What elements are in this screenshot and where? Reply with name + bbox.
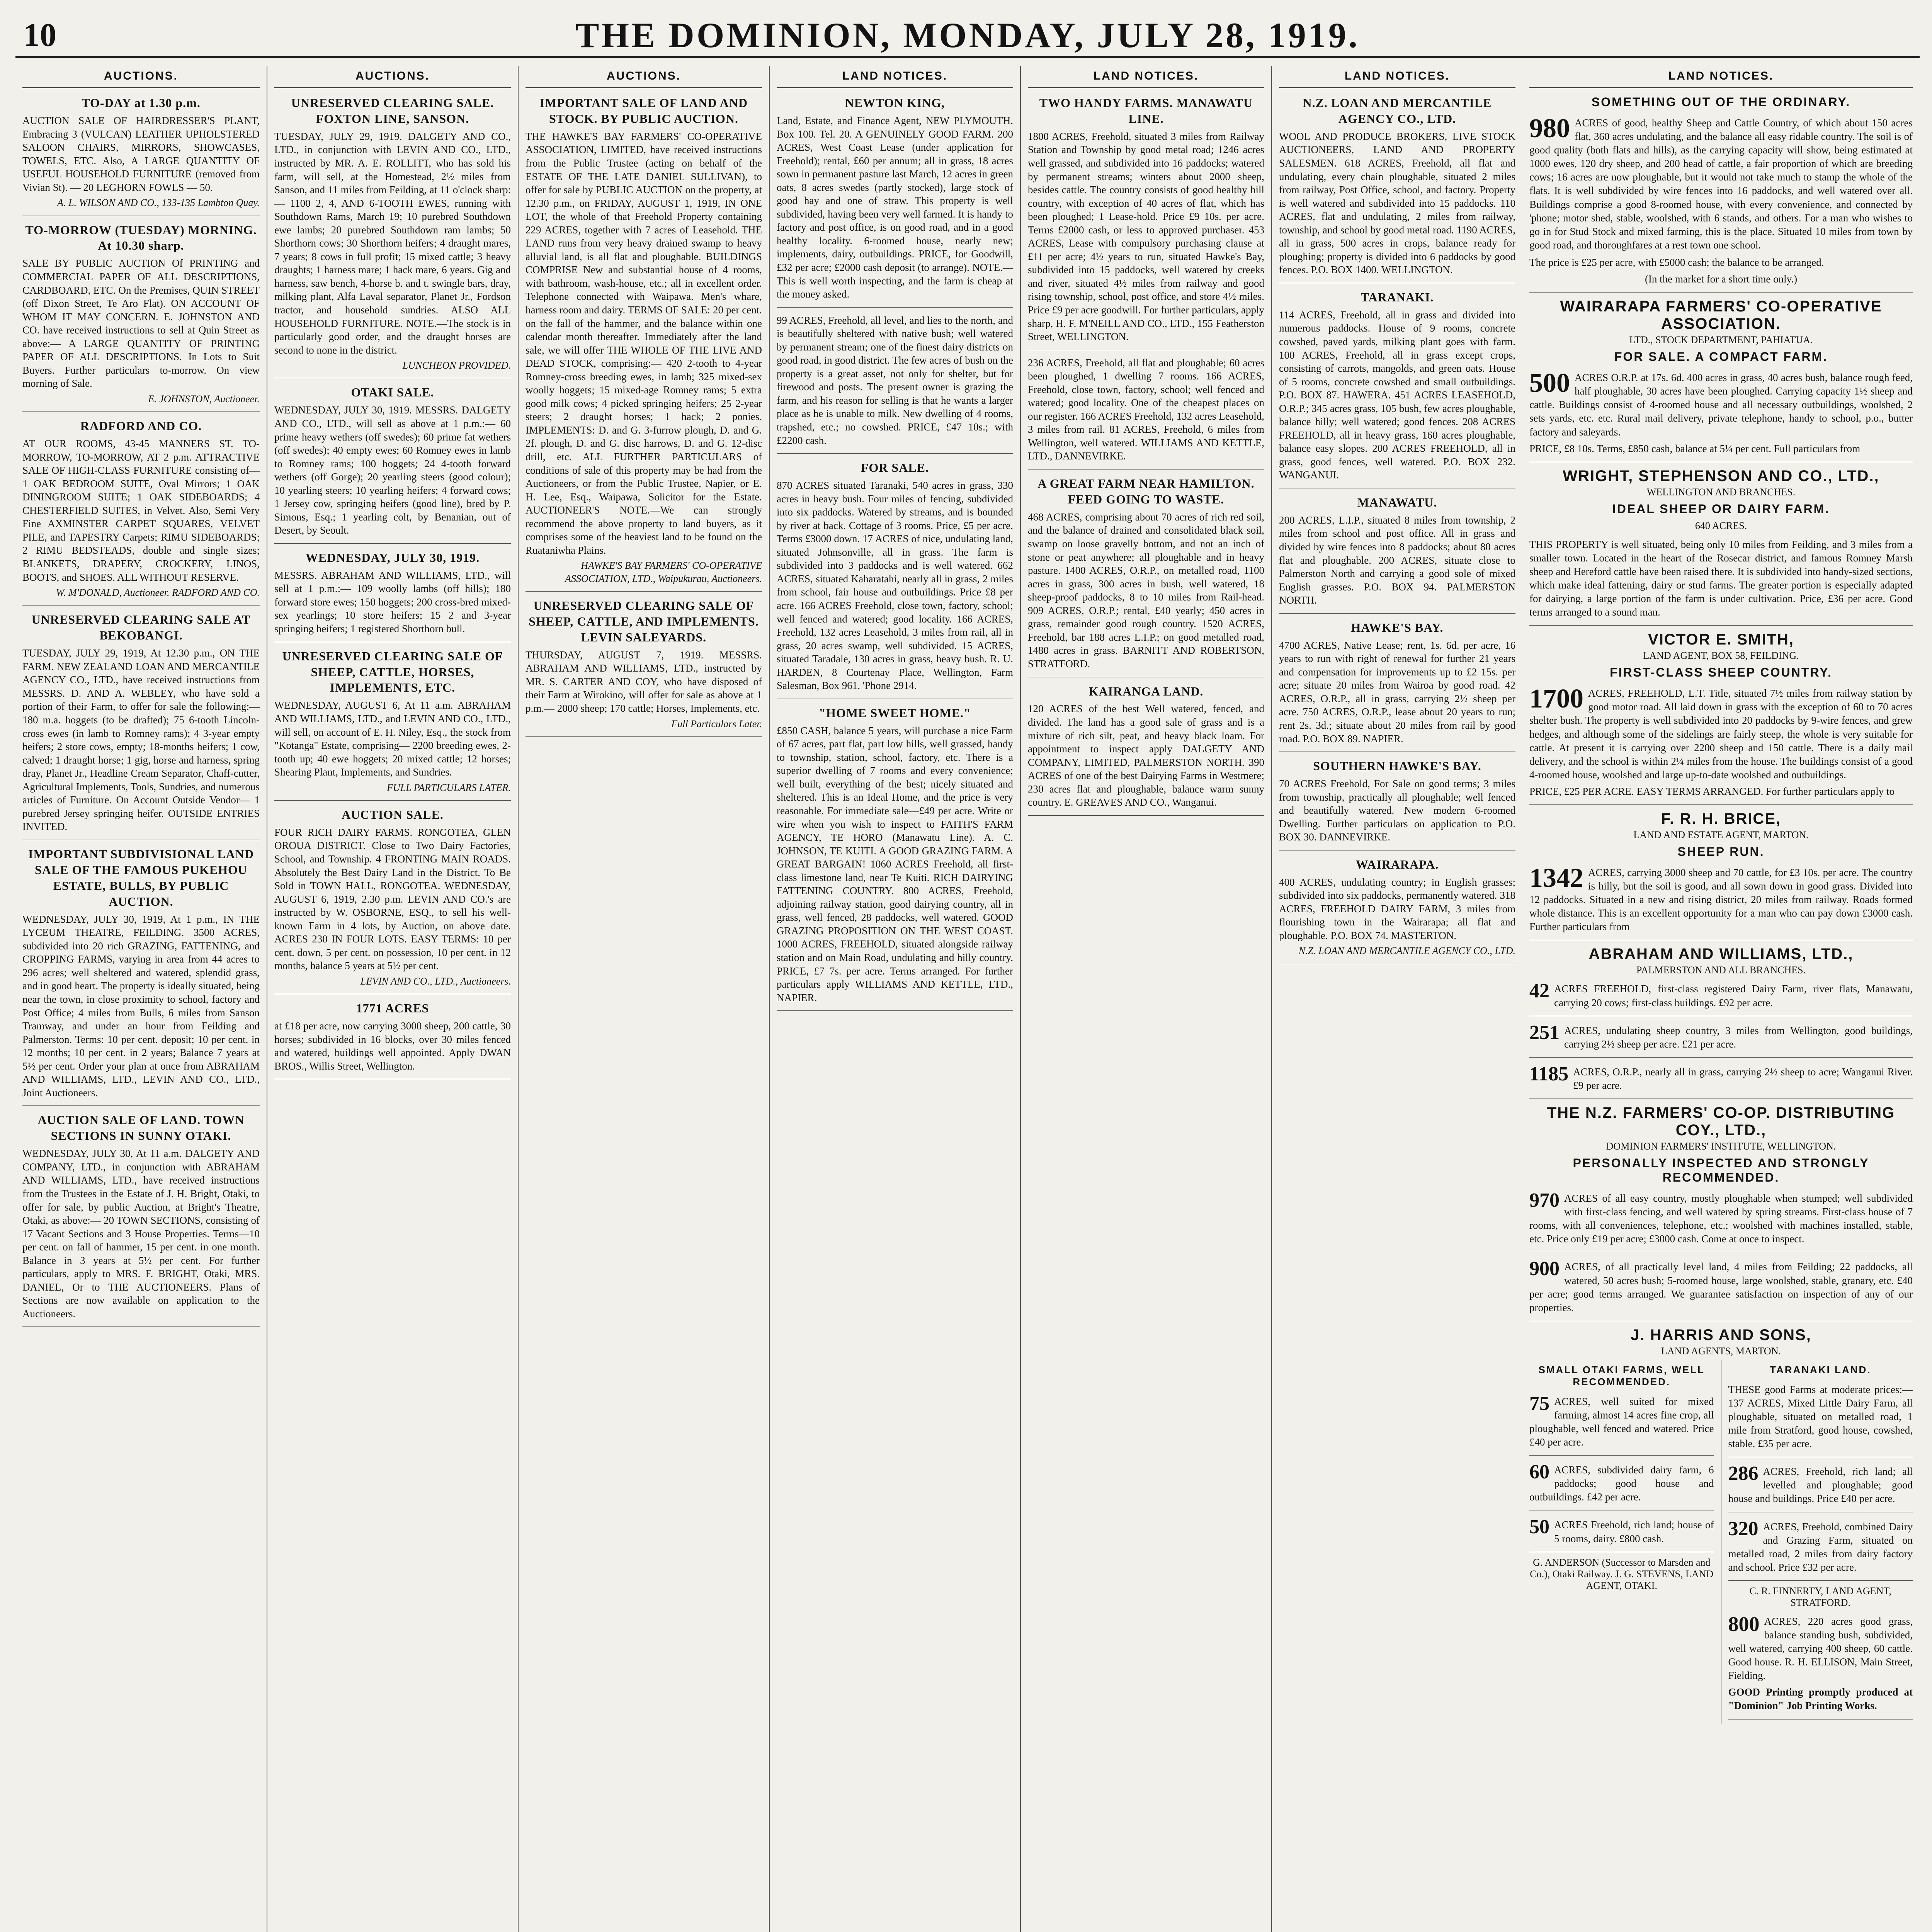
listing-body: ACRES of all easy country, mostly ploughable when stumped; well subdivided with first-class fencing, and well watered by spring streams. First-class house of 7 rooms, with all conveniences, telephone, etc.; woolshed with machines installed, stable, etc. Price only £19 per acre; £3000 cash. Come at once to inspect. [1529, 1192, 1913, 1245]
advertisement [274, 1000, 511, 1079]
agent-name: ABRAHAM AND WILLIAMS, LTD., [1588, 946, 1854, 963]
advertisement [22, 418, 260, 605]
ad-headline: UNRESERVED CLEARING SALE AT BEKOBANGI. [31, 612, 251, 643]
masthead [15, 12, 1920, 58]
advertisement [1279, 495, 1515, 614]
advertisement [274, 384, 511, 543]
ad-body: ACRES of good, healthy Sheep and Cattle Country, of which about 150 acres flat, 360 acres undulating, and the balance all easy ridable country. The soil is of good quality (both flats and hills), as the carrying capacity will show, being estimated at 1000 ewes, 120 dry sheep, and 200 head of cattle, a fair proportion of which are breeding cows; 16 acres are now ploughable, but it would not take much to stamp the whole of the flats. It is well subdivided by wire fences into 16 paddocks, and well watered over all. Buildings comprise a good 8-roomed house, with every convenience, and connected by 'phone; motor shed, stable, woolshed, with 6 stands, and others. For a man who wishes to go in for Stud Stock and mixed farming, this is the place. Situated 10 miles from town by good road, and thoroughfares at a rest town one school. [1529, 117, 1913, 251]
ad-headline: HAWKE'S BAY. [1351, 620, 1444, 634]
ad-headline: "HOME SWEET HOME." [819, 706, 971, 720]
ad-body: ACRES O.R.P. at 17s. 6d. 400 acres in grass, 40 acres bush, balance rough feed, half ploughable, 30 acres have been ploughed. Carrying capacity 1½ sheep and cattle. Buildings consist of 4-roomed house and all necessary outbuildings, woolshed, 2 sets yards, etc. etc. Rural mail delivery, private telephone, handy to school, p.o., butter factory and saleyards. [1529, 372, 1913, 438]
acreage-figure: 286 [1728, 1463, 1759, 1485]
ad-signature: LUNCHEON PROVIDED. [402, 360, 511, 371]
listing [1728, 1517, 1913, 1581]
acreage-figure: 800 [1728, 1612, 1760, 1636]
acreage-figure: 75 [1529, 1392, 1549, 1415]
ad-signature: Full Particulars Later. [671, 718, 762, 730]
advertisement [1279, 289, 1515, 488]
listing-body: ACRES, O.R.P., nearly all in grass, carrying 2½ sheep to acre; Wanganui River. £9 per acre. [1573, 1066, 1913, 1091]
ad-headline: IMPORTANT SUBDIVISIONAL LAND SALE OF THE FAMOUS PUKEHOU ESTATE, BULLS, BY PUBLIC AUCTION. [28, 847, 254, 908]
ad-headline: TO-MORROW (TUESDAY) MORNING. At 10.30 sharp. [25, 223, 257, 253]
personal-headline: PERSONALLY INSPECTED AND STRONGLY RECOMMENDED. [1573, 1156, 1869, 1185]
acreage-figure: 1185 [1529, 1063, 1569, 1085]
ad-body: £850 CASH, balance 5 years, will purchase a nice Farm of 67 acres, part flat, part low hills, well grassed, handy to township, station, school, factory, etc. There is a superior dwelling of 7 rooms and every convenience; well built, everything of the best; nicely situated and sheltered. This is an Ideal Home, and the price is very reasonable. For immediate sale—£49 per acre. Write or wire when you wish to inspect to FAITH'S FARM AGENCY, TE HORO (Manawatu Line). A. C. JOHNSON, TE KUITI. A GOOD GRAZING FARM. A GREAT BARGAIN! 1060 ACRES Freehold, all first-class limestone land, near Te Kuiti. RICH DAIRYING FATTENING COUNTRY. 800 ACRES, Freehold, adjoining railway station, good dairying country, all in grass, well fenced, 28 paddocks, well watered. GOOD GRAZING PROPOSITION ON THE WEST COAST. 1000 ACRES, FREEHOLD, situated alongside railway station and on Main Road, undulating and hilly country. PRICE, £7 7s. per acre. Terms arranged. For further particulars apply WILLIAMS AND KETTLE, LTD., NAPIER. [777, 724, 1013, 1003]
ad-body: AT OUR ROOMS, 43-45 MANNERS ST. TO-MORROW, TO-MORROW, AT 2 p.m. ATTRACTIVE SALE OF HIGH-CLASS FURNITURE consisting of— 1 OAK BEDROOM SUITE, Oval Mirrors; 1 OAK DININGROOM SUITE; 1 OAK SIDEBOARDS; 4 CHESTERFIELD SUITES, in Velvet. Also, Semi Very Fine AXMINSTER CARPET SQUARES, VELVET PILE, and TAPESTRY Carpets; RIMU SIDEBOARDS; 2 RIMU BEDSTEADS, double and single sizes; BLANKETS, DRAPERY, CROCKERY, LINOS, BOOTS, and SHOES. ALL WITHOUT RESERVE. [22, 438, 260, 583]
listing-body: ACRES Freehold, rich land; house of 5 rooms, dairy. £800 cash. [1554, 1519, 1714, 1544]
listing [1529, 1189, 1913, 1252]
agent-address: DOMINION FARMERS' INSTITUTE, WELLINGTON. [1606, 1141, 1836, 1152]
feature-headline: SOMETHING OUT OF THE ORDINARY. [1591, 95, 1851, 109]
advertisement [274, 648, 511, 801]
listing-body: ACRES, well suited for mixed farming, almost 14 acres fine crop, all ploughable, well fenced and watered. Price £40 per acre. [1529, 1395, 1714, 1448]
listing-body: ACRES, Freehold, rich land; all levelled and ploughable; good house and buildings. Price £40 per acre. [1728, 1466, 1913, 1505]
column-heading: AUCTIONS. [22, 66, 260, 88]
advertisement [22, 95, 260, 216]
ad-headline: A GREAT FARM NEAR HAMILTON. FEED GOING TO WASTE. [1037, 476, 1255, 506]
taranaki-listings [1721, 1360, 1913, 1724]
ad-price: PRICE, £8 10s. Terms, £850 cash, balance at 5¼ per cent. Full particulars from [1529, 442, 1861, 454]
acreage-figure: 42 [1529, 980, 1549, 1002]
newspaper-page [15, 12, 1920, 1932]
ad-body: 870 ACRES situated Taranaki, 540 acres in grass, 330 acres in heavy bush. Four miles of fencing, subdivided into six paddocks. Watered by streams, and is bounded by river at back. Cottage of 3 rooms. Price, £5 per acre. Terms £3000 down. 17 ACRES of nice, undulating land, situated Johnsonville, all in grass. The farm is subdivided into 3 paddocks and is well watered. 662 ACRES, situated Kaharatahi, nearly all in grass, 2 miles from school, fair house and outbuildings. Price £8 per acre. 166 ACRES Freehold, close town, factory, school; well fenced and watered; good locality. 166 ACRES, Freehold, 132 acres Leasehold, 3 miles from rail, all in grass, 20 acres swamp, well subdivided. 15 ACRES, situated Taradale, 130 acres in grass, heavy bush. R. U. HARDEN, 8 Courtenay Place, Wellington, Farm Salesman, Box 961. 'Phone 2914. [777, 480, 1013, 692]
listing-body: ACRES, undulating sheep country, 3 miles from Wellington, good buildings, carrying 2½ sheep per acre. £21 per acre. [1564, 1024, 1913, 1050]
ad-signature: E. JOHNSTON, Auctioneer. [148, 393, 260, 405]
ad-headline: WAIRARAPA. [1355, 857, 1439, 871]
listing [1529, 979, 1913, 1016]
ad-body: ACRES, 220 acres good grass, balance standing bush, subdivided, well watered, carrying 400 sheep, 60 cattle. Good house. R. H. ELLISON, Main Street, Fielding. [1728, 1615, 1913, 1682]
paper-title: THE DOMINION, MONDAY, JULY 28, 1919. [575, 15, 1360, 55]
ad-signature: N.Z. LOAN AND MERCANTILE AGENCY CO., LTD. [1298, 945, 1515, 957]
agent-address: LAND AGENTS, MARTON. [1661, 1345, 1781, 1357]
acreage-figure: 1342 [1529, 863, 1583, 893]
acreage-figure: 60 [1529, 1461, 1549, 1483]
ad-body: TUESDAY, JULY 29, 1919. DALGETY AND CO., LTD., in conjunction with LEVIN AND CO., LTD., instructed by MR. A. E. ROLLITT, who has sold his farm, will sell, at the Homestead, 2½ miles from Sanson, and 11 miles from Feilding, at 11 o'clock sharp:— 1100 2, 4, AND 6-TOOTH EWES, running with Southdown Rams, March 19; 10 purebred Southdown ewe lambs; 20 purebred Southdown ram lambs; 50 Shorthorn cows; 30 Shorthorn heifers; 4 draught mares, 7 years; 8 cows in full profit; 15 mixed cattle; 3 heavy draughts; 1 harness mare; 1 hack mare, 6 years. Gig and harness, saw bench, 4-horse b. and t. swingle bars, dray, milking plant, Alfa Laval separator, Planet Jr., Fordson tractor, and household sundries. ALSO ALL HOUSEHOLD FURNITURE. NOTE.—The stock is in particularly good order, and the draught horses are second to none in the district. [274, 130, 511, 356]
agent-name: WRIGHT, STEPHENSON AND CO., LTD., [1563, 467, 1879, 485]
ad-body: 4700 ACRES, Native Lease; rent, 1s. 6d. per acre, 16 years to run with right of renewal for further 21 years and compensation for improvements up to £2 15s. per acre; situate 20 miles from Wairoa by good road. 42 ACRES, O.R.P., all in grass, carrying 2½ sheep per acre. 750 ACRES, O.R.P., lease about 20 years to run; rent 2s. 3d.; situate about 20 miles from rail by good road. P.O. BOX 89. NAPIER. [1279, 639, 1515, 745]
ad-headline: TO-DAY at 1.30 p.m. [82, 96, 201, 110]
agent-name: WAIRARAPA FARMERS' CO-OPERATIVE ASSOCIATION. [1560, 298, 1882, 333]
advertisement [1028, 476, 1264, 677]
column-5 [1020, 66, 1271, 1932]
personal-listings [1529, 1189, 1913, 1321]
listing [1529, 1021, 1913, 1058]
ad-price: PRICE, £25 PER ACRE. EASY TERMS ARRANGED. For further particulars apply to [1529, 785, 1895, 797]
ad-body: WEDNESDAY, AUGUST 6, At 11 a.m. ABRAHAM AND WILLIAMS, LTD., and LEVIN AND CO., LTD., will sell, on account of E. H. Niley, Esq., the stock from "Kotanga" Estate, comprising— 2200 breeding ewes, 2-tooth up; 40 ewe hoggets; 20 mixed cattle; 12 horses; Shearing Plant, Implements, and Sundries. [274, 699, 511, 778]
otaki-listings [1529, 1360, 1714, 1724]
ad-body: WEDNESDAY, JULY 30, 1919, At 1 p.m., IN THE LYCEUM THEATRE, FEILDING. 3500 ACRES, subdivided into 20 rich GRAZING, FATTENING, and CROPPING FARMS, varying in area from 44 acres to 296 acres; well sheltered and watered, splendid grass, and in good heart. The property is ideally situated, being near the town, in close proximity to school, factory and Post Office; 4 miles from Bulls, 6 miles from Sanson Tramway, and under an hour from Feilding and Palmerston. Terms: 10 per cent. deposit; 10 per cent. in 12 months; 10 per cent. in 2 years; Balance 7 years at 5½ per cent. Order your plan at once from ABRAHAM AND WILLIAMS, LTD., LEVIN AND CO., LTD., Joint Auctioneers. [22, 913, 260, 1099]
ad-signature: W. M'DONALD, Auctioneer. RADFORD AND CO. [56, 587, 260, 599]
ideal-subheading: 640 ACRES. [1695, 520, 1747, 531]
agent-name: VICTOR E. SMITH, [1648, 631, 1794, 648]
page-number: 10 [23, 16, 56, 53]
ad-body: WEDNESDAY, JULY 30, At 11 a.m. DALGETY AND COMPANY, LTD., in conjunction with ABRAHAM AND WILLIAMS, LTD., have received instructions from the Trustees in the Estate of J. H. Bright, Otaki, to offer for sale, by public Auction, at Bright's Theatre, Otaki, as above:— 20 TOWN SECTIONS, consisting of 17 Vacant Sections and 3 House Properties. Terms—10 per cent. on fall of hammer, 15 per cent. in one month. Balance in 3 years at 5½ per cent. For further particulars, apply to MRS. F. BRIGHT, Otaki, MRS. DANIEL, Or to THE AUCTIONEERS. Plans of Sections are now available on application to the Auctioneers. [22, 1148, 260, 1320]
ad-body: at £18 per acre, now carrying 3000 sheep, 200 cattle, 30 horses; subdivided in 16 blocks, over 30 miles fenced and watered, buildings well appointed. Apply DWAN BROS., Willis Street, Wellington. [274, 1020, 511, 1072]
ad-headline: MANAWATU. [1357, 495, 1437, 509]
ad-body: TUESDAY, JULY 29, 1919, At 12.30 p.m., ON THE FARM. NEW ZEALAND LOAN AND MERCANTILE AGENCY CO., LTD., have received instructions from MESSRS. D. AND A. WEBLEY, who have sold a portion of their Farm, to offer for sale the following:— 180 m.a. hoggets (to be drafted); 75 6-tooth Lincoln-cross ewes (in lamb to Romney rams); 4 3-year empty heifers; 2 store cows, empty; 18-months heifers; 1 cow, calved; 1 draught horse; 1 gig, horse and harness, spring dray, Planet Jr., Headline Cream Separator, Chaff-cutter, Agricultural Implements, Tools, Sundries, and numerous articles of Furniture. On Account Outside Vendor— 1 purebred Jersey springing heifer. OUTSIDE ENTRIES INVITED. [22, 647, 260, 833]
listing [1529, 1392, 1714, 1456]
advertisement [274, 95, 511, 378]
ad-headline: FOR SALE. [861, 461, 929, 475]
advertisement [777, 460, 1013, 699]
ad-body: THURSDAY, AUGUST 7, 1919. MESSRS. ABRAHAM AND WILLIAMS, LTD., instructed by MR. S. CARTER AND COY, who have disposed of their Farm at Wirokino, will offer for sale as above at 1 p.m.— 2000 sheep; 170 cattle; Horses, Implements, etc. [526, 649, 762, 714]
otaki-headline: SMALL OTAKI FARMS, WELL RECOMMENDED. [1538, 1364, 1705, 1388]
ad-body: 400 ACRES, undulating country; in English grasses; subdivided into six paddocks, permanently watered. 318 ACRES, FREEHOLD DAIRY FARM, 3 miles from flourishing town in the Wairarapa; all flat and ploughable. P.O. BOX 74. MASTERTON. [1279, 876, 1515, 941]
agent-address: WELLINGTON AND BRANCHES. [1646, 486, 1796, 498]
agent-address: LAND AND ESTATE AGENT, MARTON. [1633, 829, 1809, 840]
ad-signature: HAWKE'S BAY FARMERS' CO-OPERATIVE ASSOCIATION, LTD., Waipukurau, Auctioneers. [565, 560, 762, 584]
agent-name: THE N.Z. FARMERS' CO-OP. DISTRIBUTING COY., LTD., [1547, 1104, 1895, 1139]
agent-address: LAND AGENT, BOX 58, FEILDING. [1643, 650, 1799, 662]
column-2 [267, 66, 518, 1932]
acreage-figure: 970 [1529, 1189, 1560, 1212]
ad-signature: FULL PARTICULARS LATER. [387, 782, 511, 793]
advertisement [1279, 620, 1515, 752]
ad-signature: LEVIN AND CO., LTD., Auctioneers. [360, 975, 511, 987]
ad-body: MESSRS. ABRAHAM AND WILLIAMS, LTD., will sell at 1 p.m.:— 109 woolly lambs (off hills); 180 forward store ewes; 150 hoggets; 200 cross-bred mixed-sex yearlings; 10 store heifers; 15 2 and 3-year springing heifers; 1 registered Shorthorn bull. [274, 569, 511, 635]
advertisement [22, 846, 260, 1106]
for-sale-headline: FOR SALE. A COMPACT FARM. [1614, 350, 1828, 364]
first-class-ad [1529, 684, 1913, 805]
acreage-figure: 900 [1529, 1258, 1560, 1280]
advertisement [1028, 684, 1264, 816]
advertisement [1279, 95, 1515, 283]
sheep-run-headline: SHEEP RUN. [1677, 845, 1765, 859]
listing-body: THESE good Farms at moderate prices:— 137 ACRES, Mixed Little Dairy Farm, all ploughable, situated on metalled road, 1 mile from Stratford, good house, cowshed, stable. £35 per acre. [1728, 1383, 1913, 1450]
agent-address: LTD., STOCK DEPARTMENT, PAHIATUA. [1629, 334, 1813, 346]
ad-body: 99 ACRES, Freehold, all level, and lies to the north, and is beautifully sheltered with native bush; well watered by permanent stream; one of the finest dairy districts on good road, in good district. The few acres of bush on the property is a great asset, not only for shelter, but for firewood and posts. The present owner is grazing the farm, and his reason for selling is that he wants a larger place as he is unable to milk. New dwelling of 4 rooms, trapshed, etc.; no cowshed. PRICE, £47 10s.; with £2200 cash. [777, 314, 1013, 446]
ad-headline: N.Z. LOAN AND MERCANTILE AGENCY CO., LTD. [1303, 96, 1492, 126]
column-heading: LAND NOTICES. [1028, 66, 1264, 88]
agent-address: G. ANDERSON (Successor to Marsden and Co.), Otaki Railway. J. G. STEVENS, LAND AGENT, OTAKI. [1530, 1556, 1714, 1591]
advertisement [1279, 857, 1515, 964]
ad-body: Land, Estate, and Finance Agent, NEW PLYMOUTH. Box 100. Tel. 20. A GENUINELY GOOD FARM. 200 ACRES, West Coast Lease (under application for Freehold); rental, £60 per annum; all in grass, 18 acres sown in permanent pasture last March, 12 acres in green oats, 8 acres swedes (partly stocked), large stock of good hay and one of straw. This property is well subdivided, having been very well farmed. It is handy to factory and post office, is on good road, and in a good healthy locality. 6-roomed house, nearly new; implements, dairy, outbuildings. PRICE, for Goodwill, £32 per acre; £2000 cash deposit (to arrange). NOTE.—This is well worth inspecting, and the farm is cheap at the money asked. [777, 114, 1013, 300]
listing-body: ACRES FREEHOLD, first-class registered Dairy Farm, river flats, Manawatu, carrying 20 cows; first-class buildings. £92 per acre. [1554, 983, 1913, 1009]
acreage-figure: 251 [1529, 1021, 1560, 1044]
ad-headline: KAIRANGA LAND. [1088, 684, 1204, 698]
ad-headline: UNRESERVED CLEARING SALE OF SHEEP, CATTLE, HORSES, IMPLEMENTS, ETC. [282, 649, 503, 695]
advertisement [1028, 356, 1264, 469]
agent-address: C. R. FINNERTY, LAND AGENT, STRATFORD. [1749, 1585, 1891, 1608]
ad-body: WEDNESDAY, JULY 30, 1919. MESSRS. DALGETY AND CO., LTD., will sell as above at 1 p.m.:— 60 prime heavy wethers (off swedes); 60 prime fat wethers (off swedes); 40 empty ewes; 60 Romney ewes in lamb to Romney rams; 100 hoggets; 24 4-tooth forward wethers (off Gorge); 20 yearling steers (good colour); 10 yearling steers; 10 yearling heifers; 4 forward cows; 1 Jersey cow, springing heifers (good line), bred by P. Simons, Esq.; 1 yearling colt, by Benanian, out of Desert, by Seoult. [274, 404, 511, 536]
listing [1728, 1380, 1913, 1457]
ad-price: The price is £25 per acre, with £5000 cash; the balance to be arranged. [1529, 256, 1824, 268]
ideal-ad: THIS PROPERTY is well situated, being only 10 miles from Feilding, and 3 miles from a smaller town. Located in the heart of the Rosecar district, and famous Romney Marsh sheep and Hereford cattle have been raised there. It is subdivided into handy-sized sections, which make ideal fattening, dairy or stud farms. The greater portion is especially adapted for dairying, a large portion of the farm is under cultivation. Price, £36 per acre. Good terms arranged to a sound man. [1529, 535, 1913, 626]
ad-headline: IMPORTANT SALE OF LAND AND STOCK. BY PUBLIC AUCTION. [539, 96, 748, 126]
listing [1529, 1460, 1714, 1510]
ad-body: ACRES, FREEHOLD, L.T. Title, situated 7½ miles from railway station by good motor road. All laid down in grass with the exception of 60 to 70 acres shelter bush. The property is well subdivided into 20 paddocks by 9-wire fences, and grew hedges, and although some of the sidelings are fairly steep, the whole is very suitable for cattle. At present it is carrying over 2200 sheep and 150 cattle. There is a daily mail delivery, and the school is within 2¼ miles from the house. The buildings consist of a good 4-roomed house, woolshed and large up-to-date woolshed and outbuildings. [1529, 687, 1913, 781]
sheep-run-ad [1529, 863, 1913, 940]
feature-ad [1529, 113, 1913, 293]
columns-area [15, 66, 1920, 1932]
advertisement [777, 95, 1013, 308]
ad-body: SALE BY PUBLIC AUCTION Of PRINTING and COMMERCIAL PAPER OF ALL DESCRIPTIONS, CARDBOARD, ETC. On the Premises, QUIN STREET (off Dixon Street, Te Aro Flat). ON ACCOUNT OF WHOM IT MAY CONCERN. E. JOHNSTON AND CO. have received instructions to sell at Quin Street as above:— A LARGE QUANTITY OF PRINTING PAPER OF ALL DESCRIPTIONS. In Lots to Suit Buyers. Further particulars to-morrow. On view morning of Sale. [22, 257, 260, 389]
column-heading: LAND NOTICES. [1529, 66, 1913, 88]
ad-body: FOUR RICH DAIRY FARMS. RONGOTEA, GLEN OROUA DISTRICT. Close to Two Dairy Factories, School, and Township. 4 FRONTING MAIN ROADS. Absolutely the Best Dairy Land in the District. To Be Sold in TOWN HALL, RONGOTEA. WEDNESDAY, AUGUST 6, 1919, 2.30 p.m. LEVIN AND CO.'s are instructed by W. OSBORNE, ESQ., to sell his well-known Farm in 4 lots, by Auction, on above date. ACRES 230 IN FOUR LOTS. EASY TERMS: 10 per cent. down, 5 per cent. on possession, 10 per cent. in 12 months, balance 5 years at 5½ per cent. [274, 826, 511, 972]
ad-body: 236 ACRES, Freehold, all flat and ploughable; 60 acres been ploughed, 1 dwelling 7 rooms. 166 ACRES, Freehold, close town, factory, school; well fenced and watered; good locality. One of the cheapest places on our register. 166 ACRES Freehold, 132 acres Leasehold, 3 miles from rail. 81 ACRES, Freehold, 6 miles from Wellington, well watered. WILLIAMS AND KETTLE, LTD., DANNEVIRKE. [1028, 357, 1264, 462]
listing [1529, 1062, 1913, 1099]
advertisement [22, 222, 260, 412]
ad-body: WOOL AND PRODUCE BROKERS, LIVE STOCK AUCTIONEERS, LAND AND PROPERTY SALESMEN. 618 ACRES, Freehold, all flat and undulating, every chain ploughable, situated 2 miles from railway, Post Office, school, and factory. Property is well watered and subdivided into 15 paddocks. 110 ACRES, flat and undulating, 2 miles from railway, township, and school by good metal road. 1190 ACRES, all in grass, 500 acres in crops, balance ready for ploughing; property is divided into 6 paddocks by good fences. P.O. BOX 1400. WELLINGTON. [1279, 130, 1515, 276]
ideal-headline: IDEAL SHEEP OR DAIRY FARM. [1612, 502, 1830, 516]
advertisement [274, 550, 511, 642]
ad-body: 1800 ACRES, Freehold, situated 3 miles from Railway Station and Township by good metal road; 1246 acres well grassed, and subdivided into 16 paddocks; watered by permanent streams; winters about 2000 sheep, besides cattle. The country consists of good healthy hill country, with exception of 40 acres of flat, which has been ploughed; 1 Lease-hold. Price £9 10s. per acre. Terms £2000 cash, or less to approved purchaser. 453 ACRES, Lease with compulsory purchasing clause at £11 per acre; 4½ years to run, situated Hawke's Bay, subdivided into 15 paddocks, well watered by creeks and river, situated 4½ miles from railway and good rising township, school, post office, and store 4½ miles. Price £9 per acre goodwill. For further particulars, apply sharp, H. F. M'NEILL AND CO., LTD., 155 Featherston Street, WELLINGTON. [1028, 130, 1264, 343]
ad-body: AUCTION SALE OF HAIRDRESSER'S PLANT, Embracing 3 (VULCAN) LEATHER UPHOLSTERED SALOON CHAIRS, MIRRORS, SHOWCASES, TOWELS, ETC. Also, A LARGE QUANTITY OF USEFUL HOUSEHOLD FURNITURE (removed from Vivian St). — 20 LEGHORN FOWLS — 50. [22, 114, 260, 193]
column-heading: LAND NOTICES. [1279, 66, 1515, 88]
ad-headline: WEDNESDAY, JULY 30, 1919. [305, 550, 480, 565]
acreage-figure: 1700 [1529, 684, 1583, 714]
advertisement [22, 612, 260, 840]
ad-headline: NEWTON KING, [845, 96, 945, 110]
advertisement [526, 95, 762, 592]
column-6 [1271, 66, 1522, 1932]
ad-headline: TARANAKI. [1361, 290, 1434, 304]
listing [1529, 1257, 1913, 1321]
ad-body: THE HAWKE'S BAY FARMERS' CO-OPERATIVE ASSOCIATION, LIMITED, have received instructions from the Public Trustee (acting on behalf of the ESTATE OF THE LATE DANIEL SULLIVAN), to offer for sale by PUBLIC AUCTION on the property, at 12.30 p.m., on FRIDAY, AUGUST 1, 1919, IN ONE LOT, the whole of that Freehold Property containing 229 ACRES, together with 7 acres of Leasehold. THE LAND runs from very heavy drained swamp to heavy alluvial land, is all flat and ploughable. BUILDINGS COMPRISE New and substantial house of 4 rooms, with bathroom, wash-house, etc.; all in excellent order. Telephone connected with Waipawa. Men's whare, harness room and dairy. TERMS OF SALE: 20 per cent. on the fall of the hammer, and the balance within one calendar month thereafter. Immediately after the land sale, we will offer THE WHOLE OF THE LIVE AND DEAD STOCK, comprising:— 420 2-tooth to 4-year Romney-cross breeding ewes, in lamb; 325 mixed-sex woolly hoggets; 15 mixed-age Romney rams; 5 extra good milk cows; 4 picked springing heifers; 25 2-year steers; 2 draught horses; 1 hack; 2 ponies. IMPLEMENTS: D. and G. 3-furrow plough, D. and G. 2f. plough, D. and G. disc harrows, D. and G. 12-disc drill, etc. ALL FURTHER PARTICULARS of conditions of sale of this property may be had from the Auctioneers, or from the Public Trustee, Napier, or E. H. Lee, Esq., Waipawa, Solicitor for the Estate. AUCTIONEER'S NOTE.—We can strongly recommend the above property to land buyers, as it comprises some of the heaviest land to be found on the Ruataniwha Plains. [526, 130, 762, 556]
closing-ad [1728, 1612, 1913, 1719]
ad-signature: A. L. WILSON AND CO., 133-135 Lambton Quay. [57, 197, 260, 209]
ad-note: GOOD Printing promptly produced at "Dominion" Job Printing Works. [1728, 1686, 1913, 1712]
advertisement [274, 807, 511, 994]
for-sale-ad [1529, 368, 1913, 462]
column-4 [769, 66, 1020, 1932]
column-1 [15, 66, 267, 1932]
column-heading: LAND NOTICES. [777, 66, 1013, 88]
taranaki-headline: TARANAKI LAND. [1770, 1364, 1871, 1376]
acreage-figure: 500 [1529, 368, 1570, 398]
ad-headline: TWO HANDY FARMS. MANAWATU LINE. [1039, 96, 1253, 126]
ad-body: 114 ACRES, Freehold, all in grass and divided into numerous paddocks. House of 9 rooms, concrete cowshed, paved yards, milking plant goes with farm. 100 ACRES, Freehold, all in grass except crops, consisting of carrots, mangolds, and green oats. House of 5 rooms, concrete cowshed and small outbuildings. P.O. BOX 87. HAWERA. 451 ACRES LEASEHOLD, O.R.P.; 345 acres grass, 105 bush, few acres ploughable, balance hilly; well watered; good fences. 208 ACRES FREEHOLD, all in heavy grass, 160 acres ploughable, balance easy slopes. 200 ACRES FREEHOLD, all in grass, good fences, well watered. P.O. BOX 232. WANGANUI. [1279, 309, 1515, 481]
listing-body: ACRES, of all practically level land, 4 miles from Feilding; 22 paddocks, all watered, 50 acres bush; 5-roomed house, large woolshed, stable, granary, etc. £40 per acre; good terms arranged. We guarantee satisfaction on inspection of any of our properties. [1529, 1261, 1913, 1313]
listing [1728, 1462, 1913, 1512]
column-3 [518, 66, 769, 1932]
column-heading: AUCTIONS. [274, 66, 511, 88]
ad-headline: 1771 ACRES [356, 1001, 429, 1015]
ad-body: ACRES, carrying 3000 sheep and 70 cattle, for £3 10s. per acre. The country is hilly, but the soil is good, and all sown down in good grass. Divided into 12 paddocks. Situated in a new and rising district, 20 miles from railway. Roads formed whole distance. This is an excellent opportunity for a man who can pay down £3000 cash. Further particulars from [1529, 867, 1913, 933]
ad-headline: OTAKI SALE. [351, 385, 434, 400]
short-listings [1529, 979, 1913, 1099]
advertisement [1028, 95, 1264, 350]
ad-body: 468 ACRES, comprising about 70 acres of rich red soil, and the balance of drained and consolidated black soil, swamp on loose gravelly bottom, and not an inch of stone or peat anywhere; all ploughable and in heavy pasture. 1400 ACRES, O.R.P., on metalled road, 1100 acres in grass, 300 acres in bush, well watered, 18 sheep-proof paddocks, 8 to 10 miles from Rail-head. 909 ACRES, O.R.P.; rental, £40 yearly; 450 acres in grass, remainder good rough country. 1520 ACRES, Freehold, bar 188 acres L.I.P.; on good metalled road, 1480 acres in grass. BARNITT AND ROBERTSON, STRATFORD. [1028, 511, 1264, 670]
ad-note: (In the market for a short time only.) [1645, 273, 1798, 285]
ad-headline: RADFORD AND CO. [80, 419, 202, 433]
advertisement [1279, 758, 1515, 850]
ad-body: 120 ACRES of the best Well watered, fenced, and divided. The land has a good sale of grass and is a mixture of rich silt, peat, and heavy black loam. For appointment to inspect apply DALGETY AND COMPANY, LIMITED, PALMERSTON NORTH. 390 ACRES of one of the best Dairying Farms in Westmere; 230 acres flat and ploughable, balance warm sunny country. E. GREAVES AND CO., Wanganui. [1028, 703, 1264, 808]
column-heading: AUCTIONS. [526, 66, 762, 88]
advertisement [22, 1112, 260, 1327]
advertisement [777, 314, 1013, 454]
agent-address: PALMERSTON AND ALL BRANCHES. [1636, 964, 1806, 976]
acreage-figure: 320 [1728, 1517, 1759, 1540]
listing [1529, 1515, 1714, 1552]
listing-body: ACRES, Freehold, combined Dairy and Grazing Farm, situated on metalled road, 2 miles from dairy factory and school. Price £32 per acre. [1728, 1520, 1913, 1573]
advertisement [526, 598, 762, 737]
ad-body: 200 ACRES, L.I.P., situated 8 miles from township, 2 miles from school and post office. All in grass and divided by wire fences into 8 paddocks; about 80 acres flat and ploughable. 200 ACRES, situate close to Palmerston North and carrying a good sole of mixed English grasses. P.O. BOX 94. PALMERSTON NORTH. [1279, 514, 1515, 606]
acreage-figure: 50 [1529, 1516, 1549, 1538]
ad-headline: SOUTHERN HAWKE'S BAY. [1313, 759, 1481, 773]
ad-headline: UNRESERVED CLEARING SALE. FOXTON LINE, SANSON. [291, 96, 494, 126]
ad-headline: AUCTION SALE. [342, 807, 444, 821]
agent-name: J. HARRIS AND SONS, [1631, 1326, 1811, 1344]
advertisement [777, 705, 1013, 1011]
ad-headline: UNRESERVED CLEARING SALE OF SHEEP, CATTLE, AND IMPLEMENTS. LEVIN SALEYARDS. [529, 598, 759, 644]
acreage-figure: 980 [1529, 114, 1570, 143]
split-listings [1529, 1360, 1913, 1724]
ad-body: 70 ACRES Freehold, For Sale on good terms; 3 miles from township, practically all ploughable; well fenced and beautifully watered. New modern 6-roomed Dwelling. Further particulars on application to P.O. BOX 30. DANNEVIRKE. [1279, 778, 1515, 843]
listing-body: ACRES, subdivided dairy farm, 6 paddocks; good house and outbuildings. £42 per acre. [1529, 1464, 1714, 1503]
ad-headline: AUCTION SALE OF LAND. TOWN SECTIONS IN SUNNY OTAKI. [37, 1113, 245, 1143]
land-notices-wide-column [1522, 66, 1920, 1932]
first-class-headline: FIRST-CLASS SHEEP COUNTRY. [1610, 665, 1832, 680]
agent-name: F. R. H. BRICE, [1661, 810, 1781, 827]
